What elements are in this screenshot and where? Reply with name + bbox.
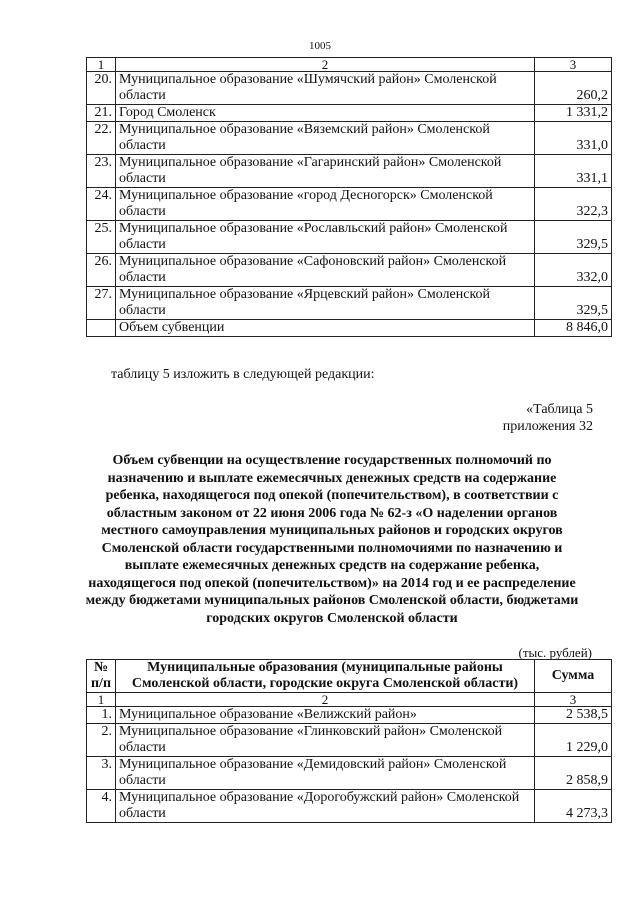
column-number-2: 2	[116, 58, 535, 72]
subvention-value: 331,1	[535, 155, 612, 188]
municipality-name: Муниципальное образование «Вяземский район» Смоленской области	[116, 122, 535, 155]
total-row	[87, 320, 612, 337]
header-number: № п/п	[87, 660, 116, 693]
total-value: 8 846,0	[535, 320, 612, 337]
column-number-3: 3	[535, 693, 612, 707]
subvention-value: 331,0	[535, 122, 612, 155]
table-row	[87, 188, 612, 221]
municipality-name: Муниципальное образование «Велижский район»	[116, 707, 535, 724]
subvention-value: 4 273,3	[535, 790, 612, 823]
table-row	[87, 724, 612, 757]
table-row	[87, 155, 612, 188]
table-row	[87, 707, 612, 724]
row-number: 4.	[87, 790, 116, 823]
column-number-2: 2	[116, 693, 535, 707]
empty-cell	[87, 320, 116, 337]
municipality-name: Муниципальное образование «Шумячский район» Смоленской области	[116, 72, 535, 105]
subvention-value: 329,5	[535, 221, 612, 254]
row-number: 21.	[87, 105, 116, 122]
column-number-1: 1	[87, 693, 116, 707]
row-number: 3.	[87, 757, 116, 790]
table-reference	[503, 401, 593, 435]
subvention-value: 1 331,2	[535, 105, 612, 122]
subvention-value: 332,0	[535, 254, 612, 287]
column-header-row	[87, 660, 612, 693]
header-municipality: Муниципальные образования (муниципальные районы Смоленской области, городские округа Смоленской области)	[116, 660, 535, 693]
row-number: 27.	[87, 287, 116, 320]
subvention-table-continued	[86, 57, 612, 337]
row-number: 20.	[87, 72, 116, 105]
municipality-name: Муниципальное образование «город Десногорск» Смоленской области	[116, 188, 535, 221]
municipality-name: Муниципальное образование «Ярцевский район» Смоленской области	[116, 287, 535, 320]
total-label: Объем субвенции	[116, 320, 535, 337]
unit-label: (тыс. рублей)	[518, 645, 592, 660]
subvention-value: 329,5	[535, 287, 612, 320]
header-sum: Сумма	[535, 660, 612, 693]
column-number-3: 3	[535, 58, 612, 72]
row-number: 23.	[87, 155, 116, 188]
municipality-name: Муниципальное образование «Глинковский район» Смоленской области	[116, 724, 535, 757]
appendix-reference-line: приложения 32	[502, 419, 593, 434]
municipality-name: Муниципальное образование «Сафоновский район» Смоленской области	[116, 254, 535, 287]
row-number: 24.	[87, 188, 116, 221]
table-row	[87, 72, 612, 105]
table-row	[87, 757, 612, 790]
subvention-value: 2 538,5	[535, 707, 612, 724]
page-number: 1005	[309, 40, 331, 52]
subvention-value: 322,3	[535, 188, 612, 221]
table-row	[87, 287, 612, 320]
municipality-name: Муниципальное образование «Рославльский район» Смоленской области	[116, 221, 535, 254]
table-row	[87, 790, 612, 823]
table-reference-line: «Таблица 5	[526, 402, 593, 417]
instruction-text: таблицу 5 изложить в следующей редакции:	[111, 367, 375, 382]
table-title: Объем субвенции на осуществление государственных полномочий по назначению и выплате ежемесячных денежных средств на содержание ребенка, находящегося под опекой (попечительством), в соответствии с областным законом от 22 июня 2006 года № 62-з «О наделении органов местного самоуправления муниципальных районов и городских округов Смоленской области государственными полномочиями по назначению и выплате ежемесячных денежных средств на содержание ребенка, находящегося под опекой (попечительством)» на 2014 год и ее распределение между бюджетами муниципальных районов Смоленской области, бюджетами городских округов Смоленской области	[85, 453, 579, 626]
table-row	[87, 122, 612, 155]
municipality-name: Муниципальное образование «Демидовский район» Смоленской области	[116, 757, 535, 790]
row-number: 2.	[87, 724, 116, 757]
municipality-name: Муниципальное образование «Дорогобужский район» Смоленской области	[116, 790, 535, 823]
table-row	[87, 105, 612, 122]
municipality-name: Муниципальное образование «Гагаринский район» Смоленской области	[116, 155, 535, 188]
subvention-table-5	[86, 659, 612, 823]
subvention-value: 260,2	[535, 72, 612, 105]
column-number-1: 1	[87, 58, 116, 72]
subvention-value: 2 858,9	[535, 757, 612, 790]
table-row	[87, 254, 612, 287]
row-number: 26.	[87, 254, 116, 287]
table-row	[87, 221, 612, 254]
municipality-name: Город Смоленск	[116, 105, 535, 122]
table-header-row	[87, 58, 612, 72]
subvention-value: 1 229,0	[535, 724, 612, 757]
row-number: 25.	[87, 221, 116, 254]
row-number: 22.	[87, 122, 116, 155]
table-header-row	[87, 693, 612, 707]
row-number: 1.	[87, 707, 116, 724]
